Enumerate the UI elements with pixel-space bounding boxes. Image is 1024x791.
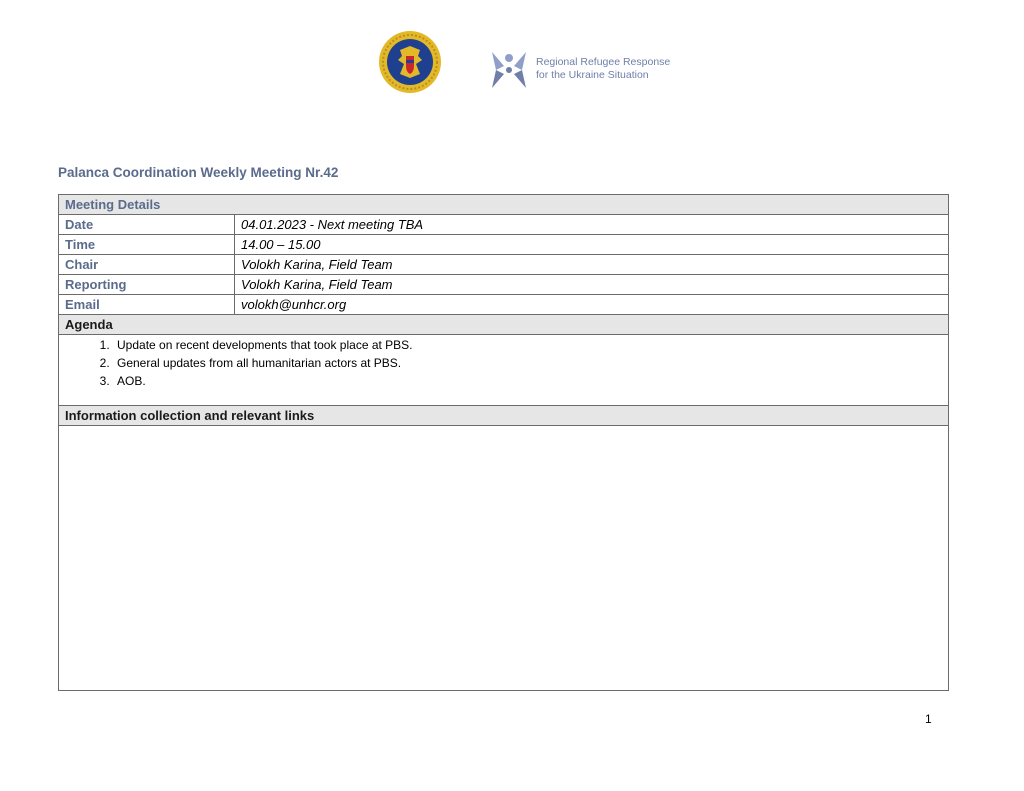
refugee-response-mark-icon	[488, 48, 530, 92]
detail-label: Time	[59, 235, 235, 255]
agenda-heading: Agenda	[59, 315, 949, 335]
agenda-item: 1. Update on recent developments that took place at PBS.	[113, 336, 942, 354]
header-logos	[378, 30, 678, 96]
agenda-body	[59, 335, 949, 406]
agenda-item: 2. General updates from all humanitarian actors at PBS.	[113, 354, 942, 372]
detail-label: Reporting	[59, 275, 235, 295]
info-body[interactable]	[59, 426, 949, 691]
page-number: 1	[925, 712, 932, 726]
info-heading: Information collection and relevant links	[59, 406, 949, 426]
detail-row-reporting	[59, 275, 949, 295]
detail-label: Chair	[59, 255, 235, 275]
meeting-table	[58, 194, 949, 691]
detail-label: Date	[59, 215, 235, 235]
detail-value: Volokh Karina, Field Team	[235, 275, 949, 295]
detail-row-email	[59, 295, 949, 315]
detail-value: 14.00 – 15.00	[235, 235, 949, 255]
detail-value: Volokh Karina, Field Team	[235, 255, 949, 275]
agenda-item: 3. AOB.	[113, 372, 942, 390]
agenda-list	[65, 336, 942, 390]
detail-row-date	[59, 215, 949, 235]
email-link[interactable]: volokh@unhcr.org	[235, 295, 949, 315]
document-title: Palanca Coordination Weekly Meeting Nr.42	[58, 165, 339, 180]
detail-row-chair	[59, 255, 949, 275]
detail-value: 04.01.2023 - Next meeting TBA	[235, 215, 949, 235]
partner-logo-line2: for the Ukraine Situation	[536, 69, 649, 81]
meeting-details-heading: Meeting Details	[59, 195, 949, 215]
partner-logo-line1: Regional Refugee Response	[536, 56, 671, 68]
coat-of-arms-seal-icon	[378, 30, 442, 94]
detail-row-time	[59, 235, 949, 255]
detail-label: Email	[59, 295, 235, 315]
regional-refugee-response-logo	[488, 46, 678, 90]
